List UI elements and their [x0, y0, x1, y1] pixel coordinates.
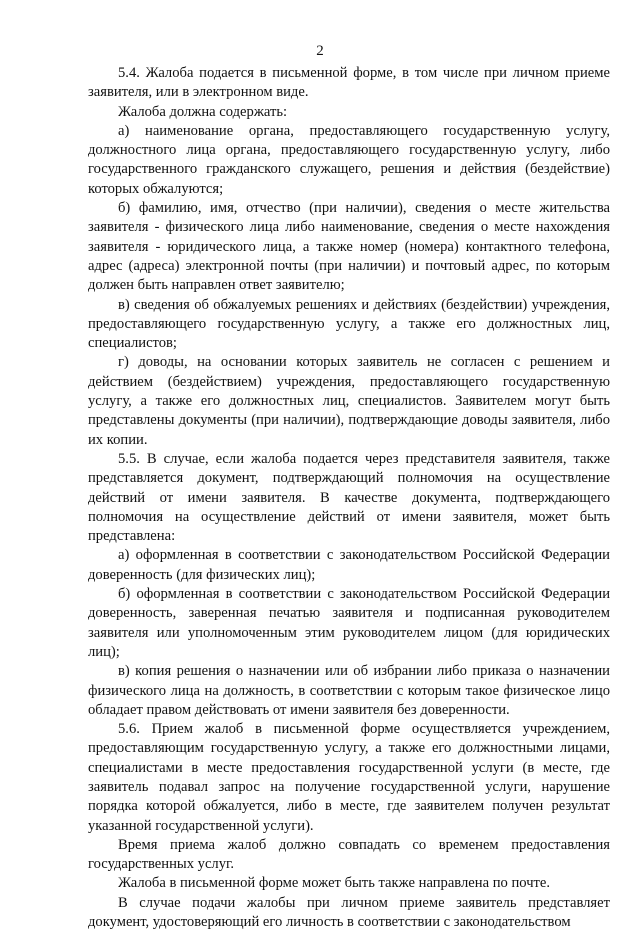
- paragraph-complaint-content-intro: Жалоба должна содержать:: [118, 103, 288, 120]
- paragraph-personal-reception: В случае подачи жалобы при личном приеме заявитель представляет документ, удостоверяющий его личность в соответствии с законодательством: [88, 894, 610, 931]
- document-body: [88, 64, 610, 932]
- paragraph-5-5-item-a: а) оформленная в соответствии с законодательством Российской Федерации доверенность (для физических лиц);: [88, 547, 610, 583]
- paragraph-reception-time: Время приема жалоб должно совпадать со временем предоставления государственных услуг.: [88, 836, 610, 873]
- paragraph-5-6: 5.6. Прием жалоб в письменной форме осуществляется учреждением, предоставляющим государственную услугу, а также его должностными лицами, специалистами в месте предоставления государственной услуги (в месте, где заявитель подавал запрос на получение государственной услуги, нарушение порядка которой обжалуется, либо в месте, где заявителем получен результат указанной государственной услуги).: [88, 721, 610, 834]
- page-number: 2: [316, 43, 324, 59]
- paragraph-item-b: б) фамилию, имя, отчество (при наличии), сведения о месте жительства заявителя - физического лица либо наименование, сведения о месте нахождения заявителя - юридического лица, а также номер (номера) контактного телефона, адрес (адреса) электронной почты (при наличии) и почтовый адрес, по которым должен быть направлен ответ заявителю;: [88, 200, 610, 294]
- paragraph-5-5: 5.5. В случае, если жалоба подается через представителя заявителя, также представляется документ, подтверждающий полномочия на осуществление действий от имени заявителя. В качестве документа, подтверждающего полномочия на осуществление действий от имени заявителя, может быть представлена:: [88, 450, 610, 545]
- paragraph-5-5-item-v: в) копия решения о назначении или об избрании либо приказа о назначении физического лица на должность, в соответствии с которым такое физическое лицо обладает правом действовать от имени заявителя без доверенности.: [88, 663, 610, 718]
- paragraph-item-g: г) доводы, на основании которых заявитель не согласен с решением и действием (бездействием) учреждения, предоставляющего государственную услугу, а также его должностных лиц, специалистов. Заявителем могут быть представлены документы (при наличии), подтверждающие доводы заявителя, либо их копии.: [88, 354, 610, 448]
- paragraph-mail-submission: Жалоба в письменной форме может быть также направлена по почте.: [118, 875, 551, 892]
- paragraph-item-a: а) наименование органа, предоставляющего государственную услугу, должностного лица органа, предоставляющего государственную услугу, либо государственного гражданского служащего, решения и действия (бездействие) которых обжалуются;: [88, 122, 610, 197]
- paragraph-item-v: в) сведения об обжалуемых решениях и действиях (бездействии) учреждения, предоставляющего государственную услугу, а также его должностных лиц, специалистов;: [88, 296, 610, 352]
- paragraph-5-5-item-b: б) оформленная в соответствии с законодательством Российской Федерации доверенность, заверенная печатью заявителя и подписанная руководителем заявителя или уполномоченным этим руководителем лицом (для юридических лиц);: [88, 586, 610, 660]
- paragraph-5-4: 5.4. Жалоба подается в письменной форме, в том числе при личном приеме заявителя, или в электронном виде.: [88, 65, 610, 101]
